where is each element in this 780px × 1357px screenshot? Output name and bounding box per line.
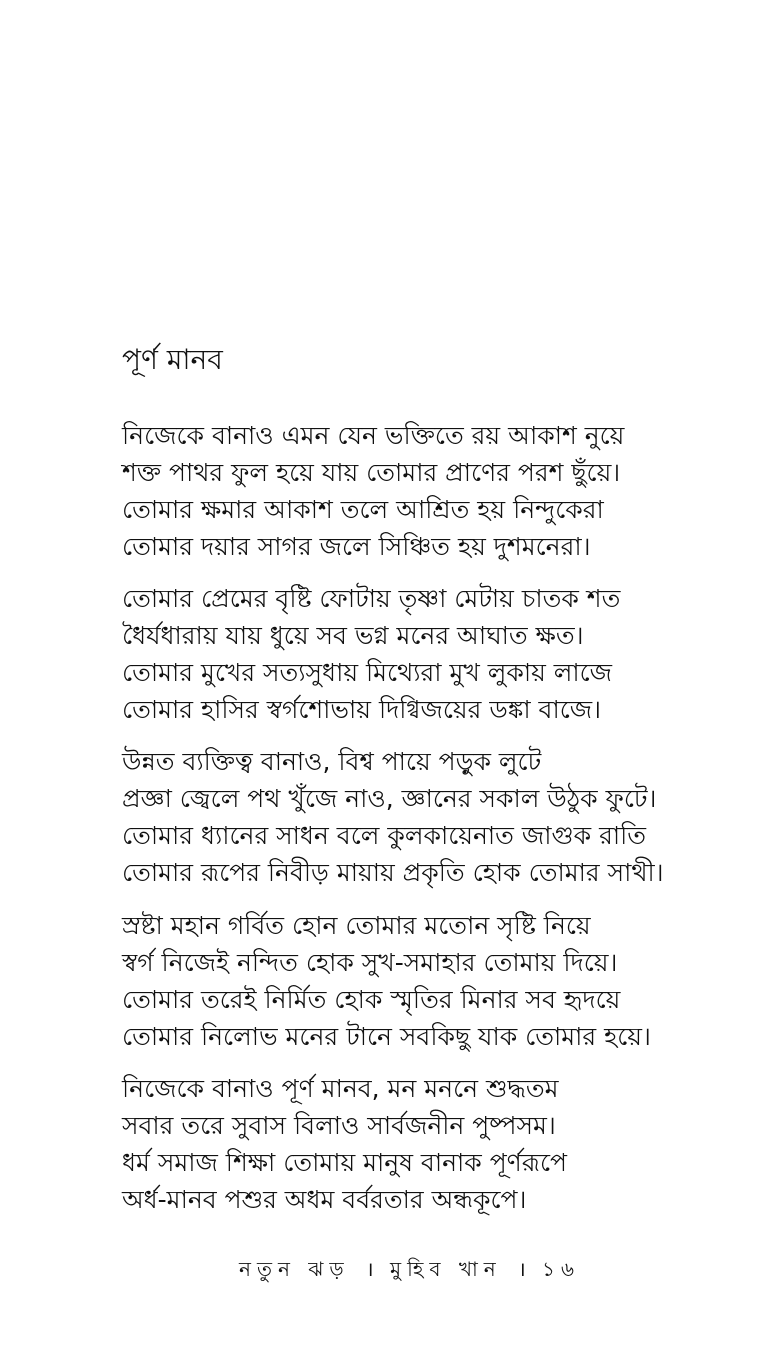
poem-line: তোমার দয়ার সাগর জলে সিঞ্চিত হয় দুশমনেরা।: [122, 532, 591, 561]
poem-line: শক্ত পাথর ফুল হয়ে যায় তোমার প্রাণের পরশ ছুঁয়ে।: [122, 458, 621, 487]
poem-line: তোমার নিলোভ মনের টানে সবকিছু যাক তোমার হয়ে।: [122, 1022, 651, 1051]
poem-line: নিজেকে বানাও এমন যেন ভক্তিতে রয় আকাশ নুয়ে: [122, 421, 625, 450]
poem-line: তোমার রূপের নিবীড় মায়ায় প্রকৃতি হোক তোমার সাথী।: [122, 858, 664, 887]
poem-line: স্রষ্টা মহান গর্বিত হোন তোমার মতোন সৃষ্টি নিয়ে: [122, 911, 591, 940]
poem-title: পূর্ণ মানব: [122, 343, 223, 376]
poem-line: স্বর্গ নিজেই নন্দিত হোক সুখ-সমাহার তোমায় দিয়ে।: [122, 948, 618, 977]
poem-line: সবার তরে সুবাস বিলাও সার্বজনীন পুষ্পসম।: [122, 1111, 556, 1140]
stanza-3: [122, 743, 762, 891]
poem-line: তোমার মুখের সত্যসুধায় মিথ্যেরা মুখ লুকায় লাজে: [122, 658, 613, 687]
footer-separator: ।: [366, 1257, 374, 1281]
poem-line: ধর্ম সমাজ শিক্ষা তোমায় মানুষ বানাক পূর্ণরূপে: [122, 1148, 568, 1177]
poem-line: উন্নত ব্যক্তিত্ব বানাও, বিশ্ব পায়ে পড়ুক লুটে: [122, 747, 542, 776]
stanza-1: [122, 417, 762, 565]
stanza-5: [122, 1070, 762, 1218]
stanza-2: [122, 580, 762, 728]
poem-line: তোমার ধ্যানের সাধন বলে কুলকায়েনাত জাগুক রাতি: [122, 821, 646, 850]
poem-line: তোমার প্রেমের বৃষ্টি ফোটায় তৃষ্ণা মেটায় চাতক শত: [122, 584, 621, 613]
poem-line: ধৈর্যধারায় যায় ধুয়ে সব ভগ্ন মনের আঘাত ক্ষত।: [122, 621, 584, 650]
page-number: ১৬: [542, 1257, 580, 1281]
footer-book-title: নতুন ঝড়: [239, 1257, 350, 1281]
poem-line: তোমার হাসির স্বর্গশোভায় দিগ্বিজয়ের ডঙ্কা বাজে।: [122, 695, 602, 724]
poem-line: তোমার তরেই নির্মিত হোক স্মৃতির মিনার সব হৃদয়ে: [122, 985, 621, 1014]
running-footer: [239, 1254, 580, 1284]
footer-author: মুহিব খান: [390, 1257, 502, 1281]
footer-separator: ।: [518, 1257, 526, 1281]
poem-line: অর্ধ-মানব পশুর অধম বর্বরতার অন্ধকূপে।: [122, 1185, 527, 1214]
stanza-4: [122, 907, 762, 1055]
poem-line: প্রজ্ঞা জ্বেলে পথ খুঁজে নাও, জ্ঞানের সকাল উঠুক ফুটে।: [122, 784, 657, 813]
poem-line: নিজেকে বানাও পূর্ণ মানব, মন মননে শুদ্ধতম: [122, 1074, 559, 1103]
poem-line: তোমার ক্ষমার আকাশ তলে আশ্রিত হয় নিন্দুকেরা: [122, 495, 604, 524]
